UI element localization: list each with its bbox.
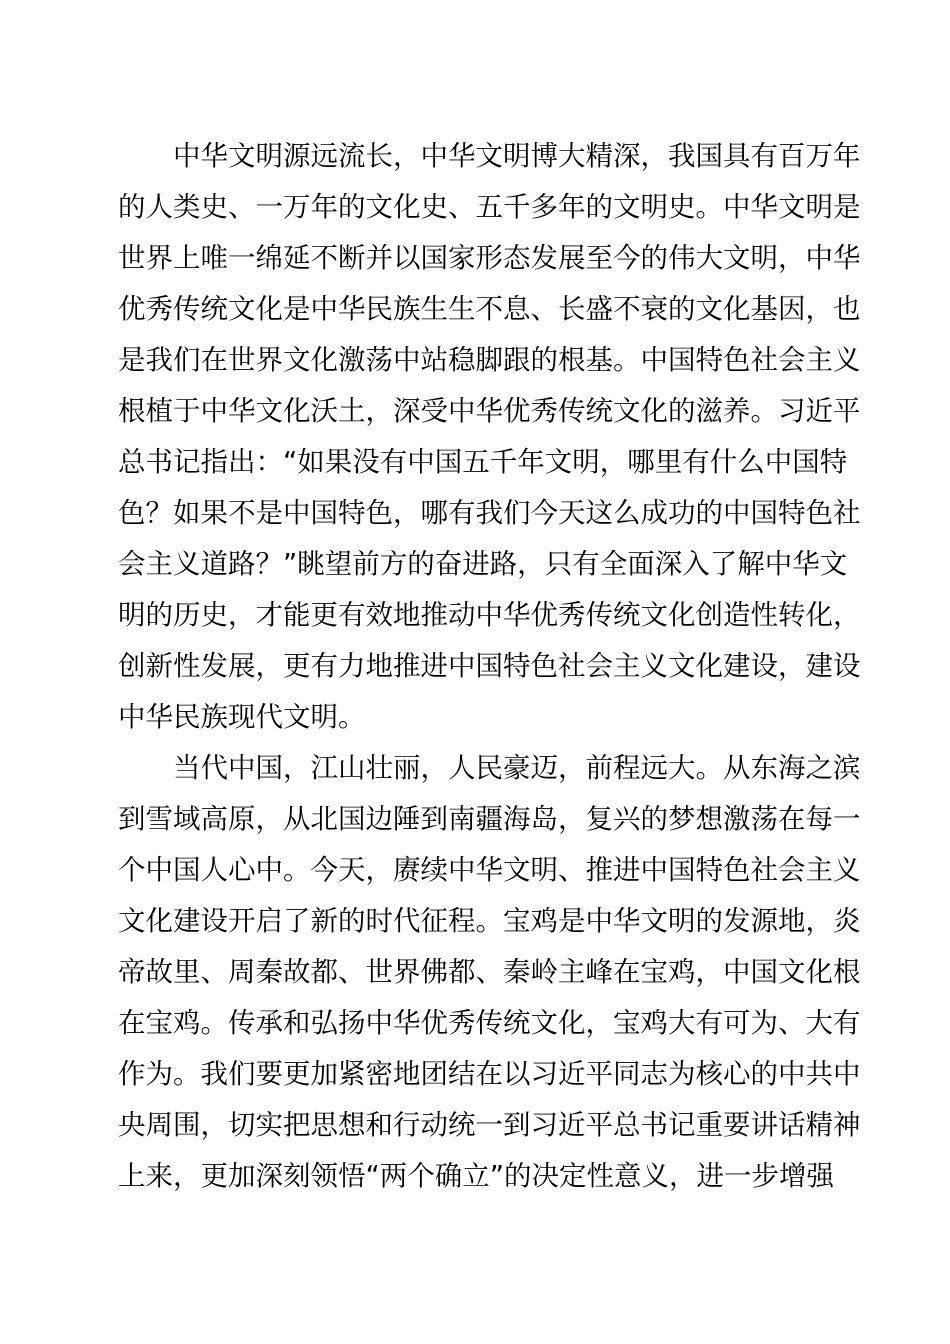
document-body — [118, 131, 861, 1202]
text-line: 世界上唯一绵延不断并以国家形态发展至今的伟大文明，中华 — [118, 242, 861, 274]
paragraph-1 — [118, 131, 861, 743]
text-line: 总书记指出：“如果没有中国五千年文明，哪里有什么中国特 — [118, 446, 848, 478]
text-line: 明的历史，才能更有效地推动中华优秀传统文化创造性转化， — [118, 599, 861, 631]
text-line: 色？如果不是中国特色，哪有我们今天这么成功的中国特色社 — [118, 497, 861, 529]
text-line: 当代中国，江山壮丽，人民豪迈，前程远大。从东海之滨 — [173, 752, 861, 784]
text-line: 根植于中华文化沃土，深受中华优秀传统文化的滋养。习近平 — [118, 395, 861, 427]
text-line: 中华民族现代文明。 — [118, 701, 366, 733]
text-line: 个中国人心中。今天，赓续中华文明、推进中国特色社会主义 — [118, 854, 861, 886]
text-line: 中华文明源远流长，中华文明博大精深，我国具有百万年 — [173, 140, 861, 172]
text-line: 会主义道路？”眺望前方的奋进路，只有全面深入了解中华文 — [118, 548, 848, 580]
text-line: 文化建设开启了新的时代征程。宝鸡是中华文明的发源地，炎 — [118, 905, 861, 937]
text-line: 在宝鸡。传承和弘扬中华优秀传统文化，宝鸡大有可为、大有 — [118, 1007, 861, 1039]
text-line: 到雪域高原，从北国边陲到南疆海岛，复兴的梦想激荡在每一 — [118, 803, 861, 835]
text-line: 优秀传统文化是中华民族生生不息、长盛不衰的文化基因，也 — [118, 293, 861, 325]
text-line: 作为。我们要更加紧密地团结在以习近平同志为核心的中共中 — [118, 1058, 861, 1090]
text-line: 帝故里、周秦故都、世界佛都、秦岭主峰在宝鸡，中国文化根 — [118, 956, 861, 988]
text-line: 上来，更加深刻领悟“两个确立”的决定性意义，进一步增强 — [118, 1160, 834, 1192]
text-line: 创新性发展，更有力地推进中国特色社会主义文化建设，建设 — [118, 650, 861, 682]
text-line: 央周围，切实把思想和行动统一到习近平总书记重要讲话精神 — [118, 1109, 861, 1141]
text-line: 的人类史、一万年的文化史、五千多年的文明史。中华文明是 — [118, 191, 861, 223]
text-line: 是我们在世界文化激荡中站稳脚跟的根基。中国特色社会主义 — [118, 344, 861, 376]
paragraph-2 — [118, 743, 861, 1202]
